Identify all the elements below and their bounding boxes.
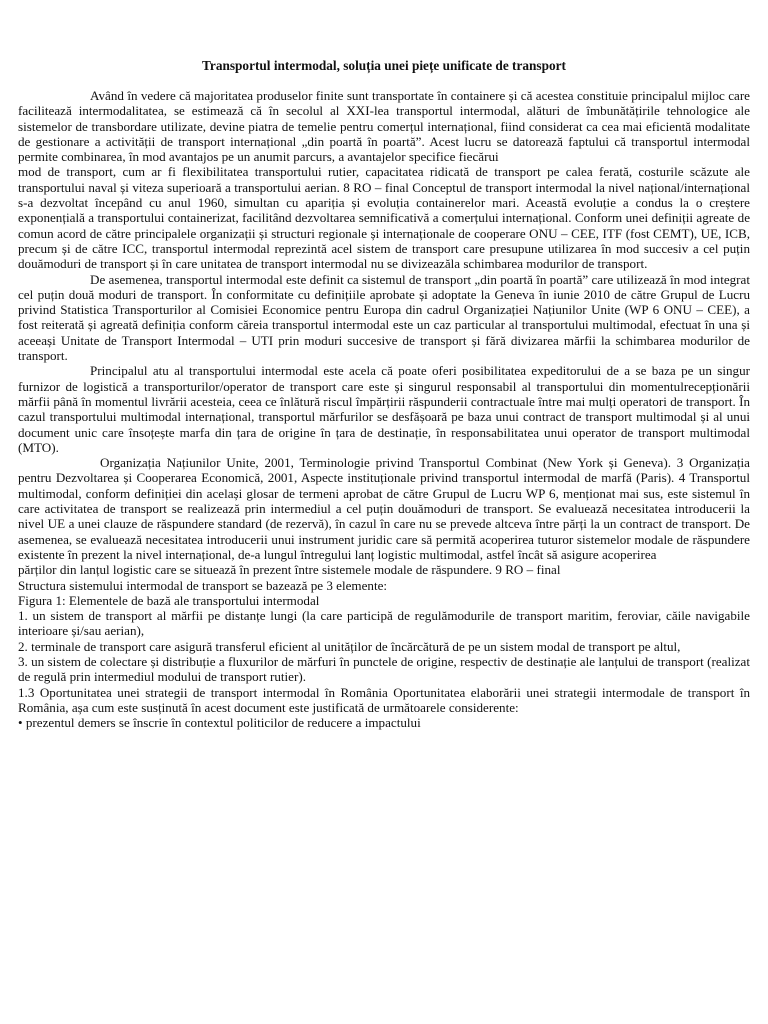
paragraph-structure: Structura sistemului intermodal de transport se bazează pe 3 elemente:	[18, 577, 388, 593]
document-page	[18, 58, 750, 730]
list-item-3: 3. un sistem de colectare și distribuție a fluxurilor de mărfuri în punctele de origine, respectiv de destinație ale lanțului de transport (realizat de regulă prin intermediul modului de transport rutier).	[18, 653, 750, 685]
paragraph-modes: mod de transport, cum ar fi flexibilitatea transportului rutier, capacitatea ridicată de transport pe calea ferată, costurile scăzute ale transportului naval și viteza superioară a transportului aerian. 8 RO – final Conceptul de transport intermodal la nivel național/internațional s-a dezvoltat începând cu anul 1960, simultan cu apariția și evoluția containerelor mari. Această evoluție a condus la o creștere exponențială a transportului containerizat, facilitând dezvoltarea semnificativă a comerțului internațional. Conform unei definiții agreate de comun acord de către principalele organizații și structuri regionale și internaționale de cooperare ONU – CEE, ITF (fost CEMT), UE, ICB, precum și de către ICC, transportul intermodal reprezintă acel sistem de transport care presupune utilizarea în mod succesiv a cel puțin douămoduri de transport și în care unitatea de transport intermodal nu se divizeazăla schimbarea modurilor de transport.	[18, 164, 750, 272]
list-item-2: 2. terminale de transport care asigură transferul eficient al unităților de încărcătură de pe un sistem modal de transport pe altul,	[18, 638, 681, 654]
paragraph-continuation: părților din lanțul logistic care se situează în prezent între sistemele modale de răspundere. 9 RO – final	[18, 562, 561, 578]
list-item-1: 1. un sistem de transport al mărfii pe distanțe lungi (la care participă de regulămodurile de transport maritim, feroviar, căile navigabile interioare și/sau aerian),	[18, 608, 750, 639]
paragraph-intro: Având în vedere că majoritatea produselor finite sunt transportate în containere și că acestea constituie principalul mijloc care facilitează intermodalitatea, se estimează că în secolul al XXI-lea transportul intermodal, alături de îmbunătățirile tehnologice ale sistemelor de transbordare utilizate, devine piatra de temelie pentru comerțul internațional, fiind considerat ca cea mai eficientă modalitate de gestionare a activității de transport internațional „din poartă în poartă”. Acest lucru se datorează faptului că transportul intermodal permite combinarea, în mod avantajos pe un anumit parcurs, a avantajelor specifice fiecărui	[18, 88, 750, 165]
figure-caption: Figura 1: Elementele de bază ale transportului intermodal	[18, 592, 320, 608]
bullet-item: • prezentul demers se înscrie în contextul politicilor de reducere a impactului	[18, 715, 421, 731]
paragraph-definition: De asemenea, transportul intermodal este definit ca sistemul de transport „din poartă în poartă” care utilizează în mod integrat cel puțin două moduri de transport. În conformitate cu definițiile aprobate și adoptate la Geneva în iunie 2010 de către Grupul de Lucru privind Statistica Transporturilor al Comisiei Economice pentru Europa din cadrul Organizației Națiunilor Unite (WP 6 ONU – CEE), a fost reiterată și agreată definiția conform căreia transportul intermodal este un caz particular al transportului multimodal, efectuat în una și aceeași Unitate de Transport Intermodal – UTI prin moduri succesive de transport și fără divizarea mărfii la schimbarea modurilor de transport.	[18, 271, 750, 364]
document-title: Transportul intermodal, soluția unei piețe unificate de transport	[202, 58, 566, 73]
section-1-3: 1.3 Oportunitatea unei strategii de transport intermodal în România Oportunitatea elaborării unei strategii intermodale de transport în România, așa cum este susținută în acest document este justificată de următoarele considerente:	[18, 684, 750, 715]
paragraph-advantage: Principalul atu al transportului intermodal este acela că poate oferi posibilitatea expeditorului de a se baza pe un singur furnizor de logistică a transporturilor/operator de transport care este și singurul responsabil al transportului din momentulrecepționării mărfii până în momentul livrării acesteia, ceea ce înlătură riscul împărțirii răspunderii contractuale între mai mulți operatori de transport. În cazul transportului multimodal internațional, transportul mărfurilor se desfășoară pe baza unui contract de transport multimodal și al unui document unic care însoțește marfa din țara de origine în țara de destinație, în responsabilitatea unui operator de transport multimodal (MTO).	[18, 363, 750, 455]
paragraph-references: Organizația Națiunilor Unite, 2001, Terminologie privind Transportul Combinat (New York și Geneva). 3 Organizația pentru Dezvoltarea și Cooperarea Economică, 2001, Aspecte instituționale privind transportul intermodal de marfă (Paris). 4 Transportul multimodal, conform definiției din același glosar de termeni aprobat de către Grupul de Lucru WP 6, menționat mai sus, este sistemul în care activitatea de transport se realizează prin intermediul a cel puțin douămoduri de transport. Se evaluează necesitatea introducerii la nivel UE a unei clauze de răspundere standard (de rezervă), în cazul în care nu se prevede altceva între părți la un contract de transport. De asemenea, se evaluează necesitatea introducerii unui instrument juridic care să permită acoperirea tuturor sistemelor modale de răspundere existente în prezent la nivel internațional, de-a lungul întregului lanț logistic multimodal, astfel încât să asigure acoperirea	[18, 455, 750, 562]
